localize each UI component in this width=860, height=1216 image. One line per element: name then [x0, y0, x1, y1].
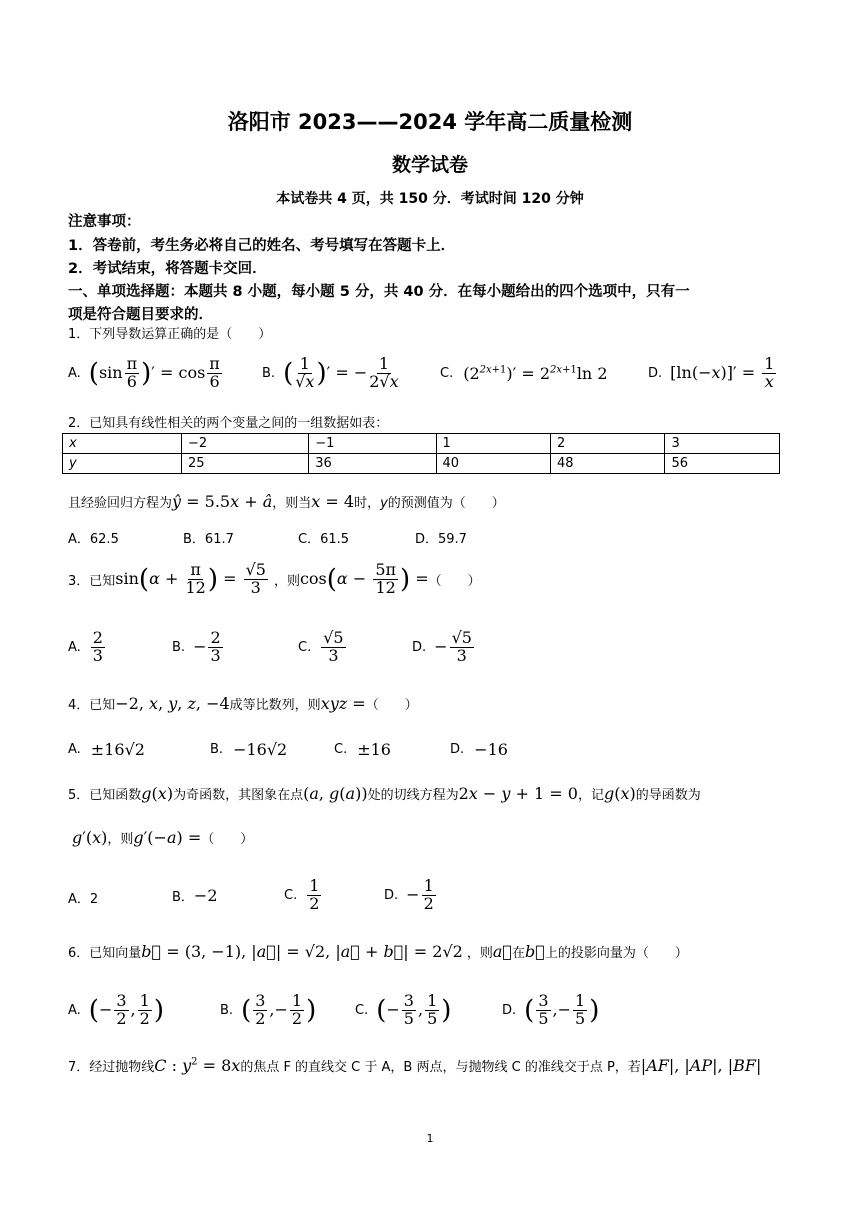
q1-option-b: [262, 352, 401, 394]
q4-option-b: [210, 740, 287, 759]
q4-option-c: [334, 740, 391, 759]
q6-label-d: D.: [502, 1002, 517, 1018]
q6-mid: ，则: [466, 946, 493, 961]
notes-heading: 注意事项：: [68, 214, 141, 230]
q5-label-c: C.: [284, 887, 298, 903]
q3-option-b: [172, 626, 225, 668]
q6-answer-d: ( $\frac{3}{5}$ ,− $\frac{1}{5}$ ): [524, 990, 600, 1028]
table-cell: 40: [436, 454, 550, 474]
q2-follow-c: 时，: [354, 496, 381, 511]
q4-answer-b: −16√2: [233, 740, 288, 759]
exam-subject: 数学试卷: [391, 154, 468, 176]
table-row: [63, 454, 780, 474]
q5-option-d: [384, 874, 438, 916]
q2-follow-a: 且经验回归方程为: [68, 496, 173, 511]
q3-label-b: B.: [172, 639, 186, 655]
q2-option-b: B．61.7: [183, 532, 234, 547]
q6-label-b: B.: [220, 1002, 234, 1018]
q3-answer-b: − $\frac{2}{3}$: [193, 627, 221, 665]
table-cell: 2: [550, 434, 664, 454]
table-cell: 25: [182, 454, 309, 474]
table-cell: 36: [309, 454, 436, 474]
q3-target: cos(α − $\frac{5\pi}{12}$ ) =: [299, 559, 429, 597]
q3-given: sin(α + $\frac{\pi}{12}$ ) = $\frac{√5}{3}$: [115, 559, 266, 597]
exam-info: 本试卷共 4 页，共 150 分．考试时间 120 分钟: [276, 191, 584, 207]
q3-option-c: [298, 626, 348, 668]
q6-option-b: [220, 988, 316, 1032]
q3-label-d: D.: [412, 639, 427, 655]
note-item-1: 1．答卷前，考生务必将自己的姓名、考号填写在答题卡上．: [68, 238, 456, 254]
q5-derivative: g′(x): [72, 828, 108, 847]
table-cell: −1: [309, 434, 436, 454]
q3-mid: ，则: [273, 573, 300, 589]
q5-line1-b: 为奇函数，其图象在点: [173, 788, 304, 803]
q6-answer-a: (− $\frac{3}{2}$ , $\frac{1}{2}$ ): [88, 990, 164, 1028]
q6-prefix: 6．已知向量: [68, 946, 142, 961]
q2-x-value: x = 4: [311, 492, 355, 511]
q5-stem-line2: [72, 828, 253, 847]
q1-label-d: D.: [648, 365, 663, 381]
q5-line2-b: ，则: [107, 832, 134, 847]
q6-vector-a: a⃗: [492, 942, 512, 961]
q5-answer-d: − $\frac{1}{2}$: [406, 875, 434, 913]
q2-y-var: y: [380, 496, 388, 511]
exam-title: 洛阳市 2023——2024 学年高二质量检测: [227, 110, 633, 134]
table-cell: 1: [436, 434, 550, 454]
q4-option-d: [450, 740, 508, 759]
q7-prefix: 7．经过抛物线: [68, 1060, 155, 1075]
q2-follow-b: ，则当: [272, 496, 312, 511]
q4-label-d: D.: [450, 742, 465, 757]
q4-answer-c: ±16: [357, 740, 391, 759]
q4-sequence: −2, x, y, z, −4: [115, 694, 230, 713]
q7-mid: 的焦点 F 的直线交 C 于 A，B 两点，与抛物线 C 的准线交于点 P，若: [240, 1060, 641, 1075]
q3-option-a: [68, 626, 107, 668]
q5-line1-e: 的导函数为: [635, 788, 701, 803]
q6-option-a: [68, 988, 164, 1032]
q7-lengths: |AF|, |AP|, |BF|: [640, 1056, 762, 1075]
q5-label-b: B．: [172, 890, 194, 905]
q6-label-c: C.: [355, 1002, 369, 1018]
q5-line1-d: ，记: [577, 788, 604, 803]
q5-option-a: A．2: [68, 892, 99, 907]
table-cell: 3: [665, 434, 780, 454]
q4-label-c: C.: [334, 742, 348, 757]
q3-suffix: （ ）: [428, 573, 481, 589]
q4-label-a: A.: [68, 742, 81, 757]
q6-option-c: [355, 988, 451, 1032]
q4-answer-d: −16: [474, 740, 508, 759]
q4-suffix: （ ）: [365, 698, 418, 713]
q6-answer-c: (− $\frac{3}{5}$ , $\frac{1}{5}$ ): [376, 990, 452, 1028]
q5-option-b: [172, 886, 218, 905]
q3-stem: [68, 556, 481, 602]
page-number: 1: [426, 1132, 434, 1145]
table-cell: 56: [665, 454, 780, 474]
q5-answer-c: $\frac{1}{2}$: [309, 875, 320, 913]
q3-prefix: 3．已知: [68, 573, 116, 589]
q3-answer-a: $\frac{2}{3}$: [92, 627, 103, 665]
q4-mid: 成等比数列，则: [229, 698, 321, 713]
q1-formula-c: $(2^{2x+1})' = 2^{2x+1}\ln$ 2: [463, 363, 608, 383]
q5-line1-a: 5．已知函数: [68, 788, 142, 803]
q2-option-d: D．59.7: [415, 532, 467, 547]
q6-stem: [68, 942, 688, 961]
q5-line2-c: （ ）: [201, 832, 254, 847]
q1-option-c: [440, 352, 608, 394]
q2-data-table: [62, 433, 780, 474]
q2-option-c: C．61.5: [298, 532, 350, 547]
q4-answer-a: ±16√2: [90, 740, 145, 759]
table-cell: x: [63, 434, 182, 454]
q5-stem-line1: [68, 784, 701, 803]
q1-formula-d: [ln(−x)]′ = $\frac{1}{x}$: [670, 353, 775, 391]
q5-target: g′(−a) =: [133, 828, 202, 847]
q6-vector-b: b⃗: [525, 942, 545, 961]
note-item-2: 2．考试结束，将答题卡交回．: [68, 261, 267, 277]
q3-label-c: C.: [298, 639, 312, 655]
q3-option-d: [412, 626, 476, 668]
section-heading-cont: 项是符合题目要求的．: [68, 307, 213, 323]
q2-regression: ŷ = 5.5x + â: [172, 492, 273, 511]
q2-stem: 2．已知具有线性相关的两个变量之间的一组数据如表：: [68, 416, 389, 431]
q5-answer-b: −2: [193, 886, 218, 905]
q1-label-b: B.: [262, 365, 276, 381]
q7-stem: [68, 1056, 761, 1075]
q5-tangent: 2x − y + 1 = 0: [458, 784, 578, 803]
q5-function-ref: g(x): [603, 784, 636, 803]
q5-line1-c: 处的切线方程为: [367, 788, 459, 803]
table-cell: 48: [550, 454, 664, 474]
table-row: [63, 434, 780, 454]
q1-formula-b: ( $\frac{1}{√x}$ )′ = − $\frac{1}{2√x}$: [283, 353, 399, 391]
q2-followup: [68, 492, 505, 511]
q6-answer-b: ( $\frac{3}{2}$ ,− $\frac{1}{2}$ ): [241, 990, 317, 1028]
table-cell: y: [63, 454, 182, 474]
q5-label-d: D.: [384, 887, 399, 903]
table-cell: −2: [182, 434, 309, 454]
q5-option-c: [284, 874, 323, 916]
q4-prefix: 4．已知: [68, 698, 116, 713]
q2-follow-d: 的预测值为（ ）: [387, 496, 505, 511]
section-heading: 一、单项选择题：本题共 8 小题，每小题 5 分，共 40 分．在每小题给出的四个选项中，只有一: [68, 284, 690, 300]
q2-option-a: A．62.5: [68, 532, 119, 547]
q5-function: g(x): [141, 784, 174, 803]
q1-option-a: [68, 352, 224, 394]
q1-label-a: A.: [68, 365, 81, 381]
q3-answer-c: $\frac{√5}{3}$: [323, 627, 344, 665]
q6-option-d: [502, 988, 599, 1032]
q3-answer-d: − $\frac{√5}{3}$: [434, 627, 472, 665]
q4-target: xyz =: [320, 694, 366, 713]
q1-label-c: C.: [440, 365, 454, 381]
q6-suffix: 上的投影向量为（ ）: [544, 946, 688, 961]
q4-option-a: [68, 740, 145, 759]
q1-option-d: [648, 352, 778, 394]
q4-label-b: B.: [210, 742, 224, 757]
q5-point: (a, g(a)): [303, 784, 368, 803]
q6-given: b⃗ = (3, −1), |a⃗| = √2, |a⃗ + b⃗| = 2√2: [141, 942, 463, 961]
q1-formula-a: (sin $\frac{\pi}{6}$ )′ = cos $\frac{\pi}{6}$: [88, 353, 220, 391]
q3-label-a: A.: [68, 639, 81, 655]
q7-parabola: C : $y^2 = 8x$: [154, 1056, 241, 1075]
q1-stem: 1．下列导数运算正确的是（ ）: [68, 327, 272, 342]
q6-label-a: A.: [68, 1002, 81, 1018]
q6-mid2: 在: [511, 946, 525, 961]
q4-stem: [68, 694, 418, 713]
